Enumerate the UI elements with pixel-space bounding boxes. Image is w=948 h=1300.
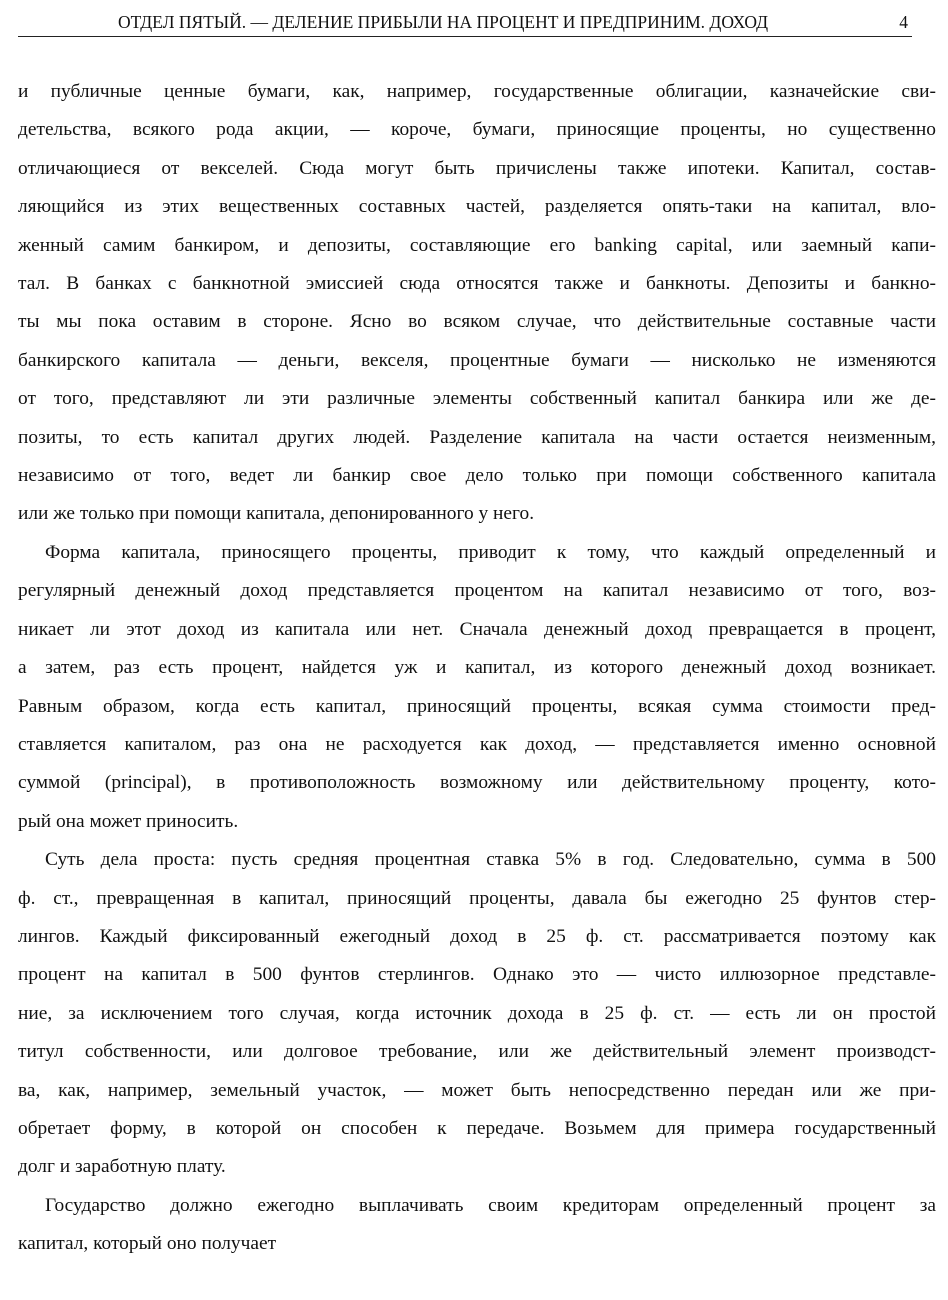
text-line: Форма капитала, приносящего проценты, приводит к тому, что каждый определенный и — [45, 541, 936, 563]
text-line: ты мы пока оставим в стороне. Ясно во всяком случае, что действительные составные части — [18, 311, 936, 333]
text-line: Суть дела проста: пусть средняя процентная ставка 5% в год. Следовательно, сумма в 500 — [45, 849, 936, 871]
text-line: и публичные ценные бумаги, как, например, государственные облигации, казначейские сви- — [18, 81, 936, 102]
text-line: отличающиеся от векселей. Сюда могут быть причислены также ипотеки. Капитал, состав- — [18, 157, 936, 179]
text-line: а затем, раз есть процент, найдется уж и капитал, из которого денежный доход возникает. — [18, 657, 936, 679]
text-line: ние, за исключением того случая, когда источник дохода в 25 ф. ст. — есть ли он простой — [18, 1002, 936, 1024]
text-line: лингов. Каждый фиксированный ежегодный доход в 25 ф. ст. рассматривается поэтому как — [18, 925, 936, 947]
text-line: детельства, всякого рода акции, — короче, бумаги, приносящие проценты, но существенно — [18, 119, 936, 141]
page-body — [18, 73, 936, 1264]
text-line: титул собственности, или долговое требование, или же действительный элемент производст- — [18, 1041, 936, 1063]
text-line: от того, представляют ли эти различные элементы собственный капитал банкира или же де- — [18, 388, 936, 410]
text-line: ва, как, например, земельный участок, — может быть непосредственно передан или же при- — [18, 1079, 936, 1101]
running-header-title: ОТДЕЛ ПЯТЫЙ. — ДЕЛЕНИЕ ПРИБЫЛИ НА ПРОЦЕНТ И ПРЕДПРИНИМ. ДОХОД — [118, 12, 769, 32]
text-line: независимо от того, ведет ли банкир свое дело только при помощи собственного капитала — [18, 465, 936, 487]
paragraph — [18, 841, 936, 1187]
text-line: капитал, который оно получает — [18, 1233, 277, 1255]
text-line: обретает форму, в которой он способен к передаче. Возьмем для примера государственный — [18, 1117, 936, 1139]
text-line: ф. ст., превращенная в капитал, приносящий проценты, давала бы ежегодно 25 фунтов стер- — [18, 887, 936, 909]
text-line: банкирского капитала — деньги, векселя, процентные бумаги — нисколько не изменяются — [18, 349, 936, 371]
text-line: ставляется капиталом, раз она не расходуется как доход, — представляется именно основной — [18, 733, 936, 755]
text-line: женный самим банкиром, и депозиты, составляющие его banking capital, или заемный капи- — [18, 234, 936, 256]
paragraph — [18, 534, 936, 841]
running-header — [18, 8, 912, 37]
text-line: тал. В банках с банкнотной эмиссией сюда относятся также и банкноты. Депозиты и банкно- — [18, 273, 936, 295]
text-line: ляющийся из этих вещественных составных частей, разделяется опять-таки на капитал, вло- — [18, 196, 936, 218]
text-line: Равным образом, когда есть капитал, приносящий проценты, всякая сумма стоимости пред- — [18, 695, 936, 717]
text-line: регулярный денежный доход представляется процентом на капитал независимо от того, воз- — [18, 580, 936, 602]
text-line: процент на капитал в 500 фунтов стерлингов. Однако это — чисто иллюзорное представле- — [18, 964, 936, 986]
text-line: суммой (principal), в противоположность возможному или действительному проценту, кото- — [18, 772, 936, 794]
text-line: Государство должно ежегодно выплачивать своим кредиторам определенный процент за — [45, 1194, 936, 1216]
page-number: 4 — [899, 12, 908, 32]
text-line: или же только при помощи капитала, депонированного у него. — [18, 503, 535, 525]
text-line: рый она может приносить. — [18, 810, 239, 832]
paragraph — [18, 73, 936, 534]
text-line: позиты, то есть капитал других людей. Разделение капитала на части остается неизменным, — [18, 426, 936, 448]
text-line: долг и заработную плату. — [18, 1156, 226, 1178]
paragraph — [18, 1187, 936, 1264]
text-line: никает ли этот доход из капитала или нет. Сначала денежный доход превращается в процент, — [18, 618, 936, 640]
